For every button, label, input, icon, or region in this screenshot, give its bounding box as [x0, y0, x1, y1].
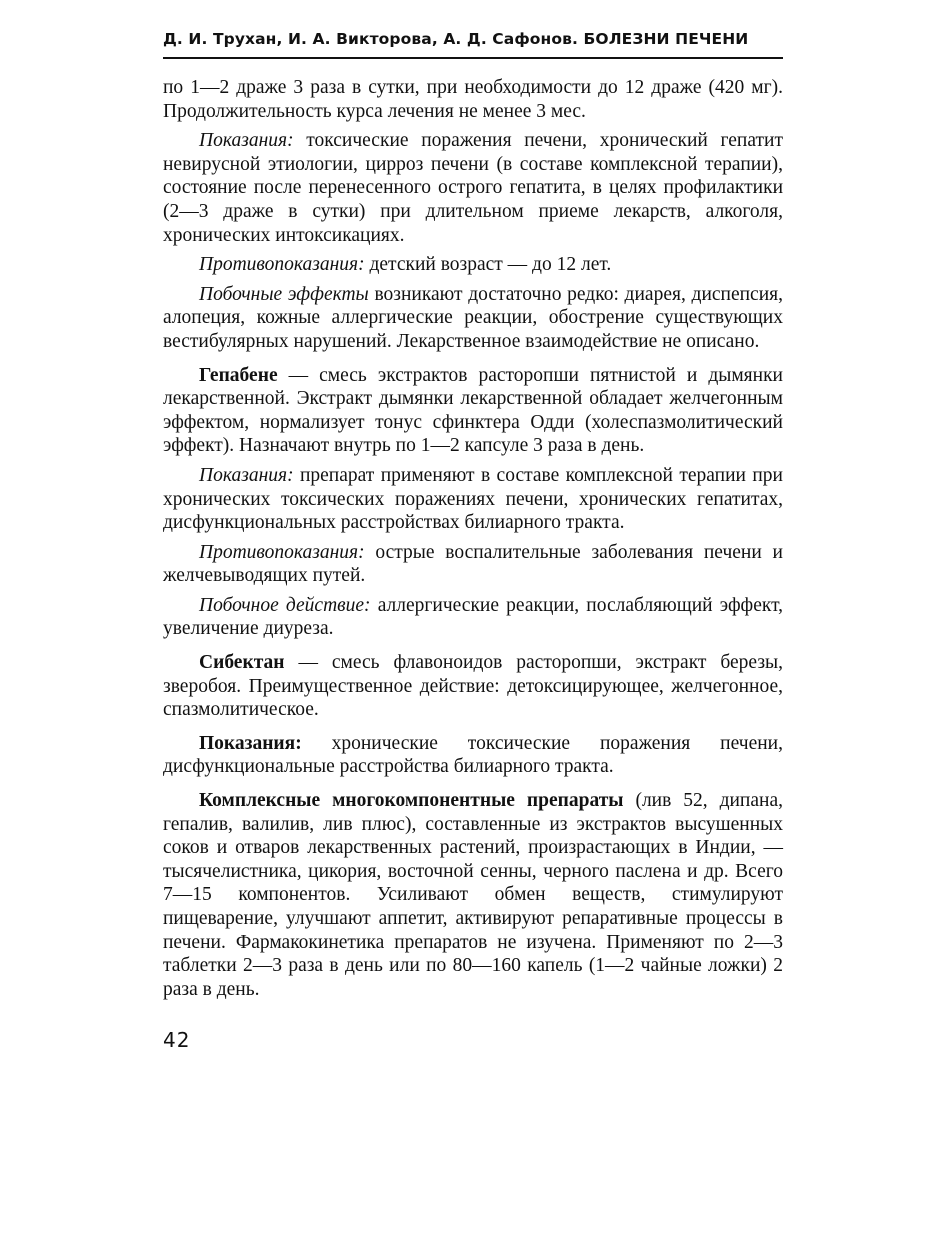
paragraph-gepabene: Гепабене — смесь экстрактов расторопши пятнистой и дымянки лекарственной. Экстракт дымянки лекарственной обладает желчегонным эффектом, нормализует тонус сфинктера Одди (холеспазмолитический эффект). Назначают внутрь по 1—2 капсуле 3 раза в день. [163, 364, 783, 457]
paragraph-sibektan: Сибектан — смесь флавоноидов расторопши, экстракт березы, зверобоя. Преимущественное действие: детоксицирующее, желчегонное, спазмолитическое. [163, 652, 783, 721]
paragraph-side-effects: Побочное действие: аллергические реакции, послабляющий эффект, увеличение диуреза. [163, 594, 783, 640]
paragraph-lead: Показания: [199, 130, 294, 152]
paragraph-complex-preparations: Комплексные многокомпонентные препараты (лив 52, дипана, гепалив, валилив, лив плюс), составленные из экстрактов высушенных соков и отваров лекарственных растений, произрастающих в Индии, — тысячелистника, цикория, восточной сенны, черного паслена и др. Всего 7—15 компонентов. Усиливают обмен веществ, стимулируют пищеварение, улучшают аппетит, активируют репаративные процессы в печени. Фармакокинетика препаратов не изучена. Применяют по 2—3 таблетки 2—3 раза в день или по 80—160 капель (1—2 чайные ложки) 2 раза в день. [163, 790, 783, 1000]
paragraph-lead: Противопоказания: [199, 254, 365, 276]
paragraph-contraindications: Противопоказания: детский возраст — до 12 лет. [199, 254, 612, 276]
drug-name: Сибектан [199, 652, 285, 674]
body-text [163, 76, 783, 1001]
paragraph-indications: Показания: токсические поражения печени, хронический гепатит невирусной этиологии, цирроз печени (в составе комплексной терапии), состояние после перенесенного острого гепатита, в целях профилактики (2—3 драже в сутки) при длительном приеме лекарств, алкоголя, хронических интоксикациях. [163, 130, 783, 246]
paragraph-lead: Противопоказания: [199, 541, 365, 563]
paragraph-indications: Показания: хронические токсические поражения печени, дисфункциональные расстройства билиарного тракта. [163, 732, 783, 778]
paragraph-continuation: по 1—2 драже 3 раза в сутки, при необходимости до 12 драже (420 мг). Продолжительность курса лечения не менее 3 мес. [163, 77, 783, 122]
paragraph-contraindications: Противопоказания: острые воспалительные заболевания печени и желчевыводящих путей. [163, 541, 783, 587]
paragraph-lead: Побочное действие: [199, 594, 371, 616]
paragraph-side-effects: Побочные эффекты возникают достаточно редко: диарея, диспепсия, алопеция, кожные аллергические реакции, обострение существующих вестибулярных нарушений. Лекарственное взаимодействие не описано. [163, 283, 783, 352]
paragraph-indications: Показания: препарат применяют в составе комплексной терапии при хронических токсических поражениях печени, хронических гепатитах, дисфункциональных расстройствах билиарного тракта. [163, 464, 783, 534]
page-number: 42 [163, 1028, 191, 1052]
paragraph-lead: Показания: [199, 464, 294, 486]
paragraph-lead: Показания: [199, 732, 302, 754]
paragraph-lead: Побочные эффекты [199, 283, 369, 305]
running-head: Д. И. Трухан, И. А. Викторова, А. Д. Сафонов. БОЛЕЗНИ ПЕЧЕНИ [163, 30, 749, 48]
header-rule [163, 57, 783, 59]
drug-group-name: Комплексные многокомпонентные препараты [199, 790, 624, 812]
drug-name: Гепабене [199, 364, 278, 386]
